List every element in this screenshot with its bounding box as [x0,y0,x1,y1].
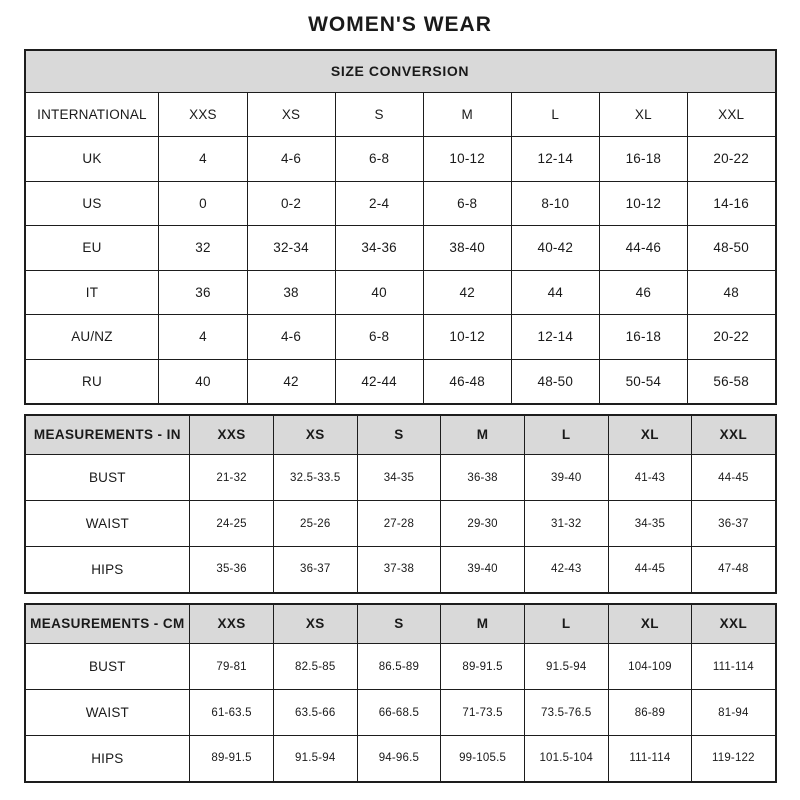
column-header-cell: XL [608,415,692,455]
value-cell: 50-54 [599,359,687,404]
value-cell: 36-38 [441,455,525,501]
table-row [25,50,776,92]
column-header-cell: S [357,604,441,644]
value-cell: 89-91.5 [441,644,525,690]
value-cell: 48 [687,270,775,315]
column-header-cell: L [511,92,599,137]
value-cell: 6-8 [423,181,511,226]
table-row [25,455,776,501]
column-header-cell: XXL [692,415,776,455]
value-cell: 101.5-104 [524,736,608,782]
table-row [25,604,776,644]
value-cell: 66-68.5 [357,690,441,736]
value-cell: 91.5-94 [524,644,608,690]
row-label-cell: WAIST [25,690,190,736]
value-cell: 79-81 [190,644,274,690]
value-cell: 27-28 [357,501,441,547]
value-cell: 63.5-66 [273,690,357,736]
value-cell: 46 [599,270,687,315]
value-cell: 4-6 [247,137,335,182]
table-row [25,270,776,315]
column-header-cell: S [335,92,423,137]
value-cell: 10-12 [423,315,511,360]
column-header-cell: XXL [692,604,776,644]
column-header-cell: XS [247,92,335,137]
value-cell: 29-30 [441,501,525,547]
measurements-cm-table [24,603,777,783]
table-row [25,359,776,404]
column-header-cell: L [524,415,608,455]
column-header-cell: XL [599,92,687,137]
value-cell: 34-35 [608,501,692,547]
table-row [25,501,776,547]
value-cell: 21-32 [190,455,274,501]
value-cell: 46-48 [423,359,511,404]
row-label-cell: BUST [25,644,190,690]
value-cell: 20-22 [687,315,775,360]
value-cell: 81-94 [692,690,776,736]
value-cell: 39-40 [524,455,608,501]
column-header-cell: M [441,604,525,644]
value-cell: 36 [159,270,247,315]
value-cell: 119-122 [692,736,776,782]
value-cell: 40 [159,359,247,404]
value-cell: 6-8 [335,315,423,360]
value-cell: 104-109 [608,644,692,690]
value-cell: 94-96.5 [357,736,441,782]
value-cell: 4 [159,315,247,360]
value-cell: 37-38 [357,547,441,593]
value-cell: 39-40 [441,547,525,593]
measurements-in-header: MEASUREMENTS - IN [25,415,190,455]
measurements-cm-header: MEASUREMENTS - CM [25,604,190,644]
value-cell: 40 [335,270,423,315]
value-cell: 12-14 [511,137,599,182]
value-cell: 14-16 [687,181,775,226]
value-cell: 40-42 [511,226,599,271]
value-cell: 99-105.5 [441,736,525,782]
value-cell: 82.5-85 [273,644,357,690]
value-cell: 36-37 [692,501,776,547]
value-cell: 24-25 [190,501,274,547]
table-row [25,315,776,360]
value-cell: 31-32 [524,501,608,547]
row-label-cell: BUST [25,455,190,501]
value-cell: 38-40 [423,226,511,271]
value-cell: 16-18 [599,315,687,360]
value-cell: 44-45 [608,547,692,593]
value-cell: 73.5-76.5 [524,690,608,736]
column-header-cell: XXS [190,415,274,455]
column-header-cell: S [357,415,441,455]
value-cell: 32 [159,226,247,271]
value-cell: 89-91.5 [190,736,274,782]
value-cell: 56-58 [687,359,775,404]
value-cell: 34-36 [335,226,423,271]
table-row [25,226,776,271]
value-cell: 6-8 [335,137,423,182]
value-cell: 12-14 [511,315,599,360]
value-cell: 10-12 [599,181,687,226]
value-cell: 2-4 [335,181,423,226]
value-cell: 32-34 [247,226,335,271]
row-label-cell: IT [25,270,159,315]
value-cell: 34-35 [357,455,441,501]
value-cell: 47-48 [692,547,776,593]
value-cell: 25-26 [273,501,357,547]
value-cell: 38 [247,270,335,315]
value-cell: 86.5-89 [357,644,441,690]
column-header-cell: XS [273,604,357,644]
table-row [25,736,776,782]
table-row [25,415,776,455]
column-header-cell: XL [608,604,692,644]
column-header-cell: XXL [687,92,775,137]
column-header-cell: M [423,92,511,137]
value-cell: 42-44 [335,359,423,404]
row-label-cell: UK [25,137,159,182]
value-cell: 4-6 [247,315,335,360]
value-cell: 36-37 [273,547,357,593]
row-label-cell: WAIST [25,501,190,547]
table-row [25,137,776,182]
value-cell: 48-50 [511,359,599,404]
row-label-cell: EU [25,226,159,271]
table-row [25,644,776,690]
value-cell: 41-43 [608,455,692,501]
value-cell: 61-63.5 [190,690,274,736]
value-cell: 10-12 [423,137,511,182]
table-row [25,92,776,137]
size-conversion-header: SIZE CONVERSION [25,50,776,92]
row-label-cell: US [25,181,159,226]
row-label-cell: HIPS [25,736,190,782]
value-cell: 42 [423,270,511,315]
value-cell: 111-114 [608,736,692,782]
value-cell: 4 [159,137,247,182]
value-cell: 35-36 [190,547,274,593]
value-cell: 48-50 [687,226,775,271]
measurements-in-table [24,414,777,594]
content-wrapper [24,49,777,783]
page-title: WOMEN'S WEAR [308,13,492,36]
table-row [25,181,776,226]
value-cell: 20-22 [687,137,775,182]
value-cell: 91.5-94 [273,736,357,782]
column-header-cell: L [524,604,608,644]
row-label-cell: RU [25,359,159,404]
size-conversion-table [24,49,777,405]
table-row [25,547,776,593]
value-cell: 44 [511,270,599,315]
value-cell: 8-10 [511,181,599,226]
value-cell: 86-89 [608,690,692,736]
column-header-cell: INTERNATIONAL [25,92,159,137]
value-cell: 71-73.5 [441,690,525,736]
value-cell: 32.5-33.5 [273,455,357,501]
row-label-cell: AU/NZ [25,315,159,360]
table-row [25,690,776,736]
value-cell: 0 [159,181,247,226]
column-header-cell: XXS [190,604,274,644]
column-header-cell: M [441,415,525,455]
column-header-cell: XXS [159,92,247,137]
value-cell: 42-43 [524,547,608,593]
value-cell: 16-18 [599,137,687,182]
row-label-cell: HIPS [25,547,190,593]
value-cell: 111-114 [692,644,776,690]
value-cell: 44-46 [599,226,687,271]
value-cell: 0-2 [247,181,335,226]
value-cell: 44-45 [692,455,776,501]
column-header-cell: XS [273,415,357,455]
value-cell: 42 [247,359,335,404]
